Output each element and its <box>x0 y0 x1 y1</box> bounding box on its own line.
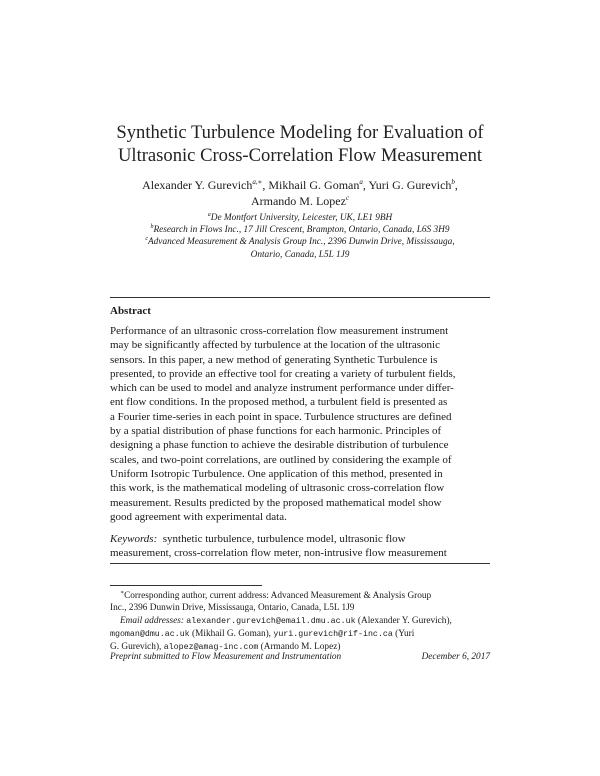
affiliation <box>90 224 510 236</box>
affil-text: Research in Flows Inc., 17 Jill Crescent, Brampton, Ontario, Canada, L6S 3H9 <box>153 225 450 236</box>
abstract-line: a Fourier time-series in each point in space. Turbulence structures are defined <box>110 410 452 423</box>
author-name: Alexander Y. Gurevich <box>142 178 253 192</box>
paper-title <box>60 121 540 167</box>
affiliation-cont: Ontario, Canada, L5L 1J9 <box>250 249 350 260</box>
footnotes <box>110 590 490 654</box>
affil-text: Advanced Measurement & Analysis Group Inc., 2396 Dunwin Drive, Mississauga, <box>147 237 455 248</box>
email-owner: (Yuri <box>395 628 415 639</box>
author-sep: , <box>362 178 369 192</box>
footnote-rule <box>110 585 262 586</box>
title-line: Synthetic Turbulence Modeling for Evaluation of <box>116 122 484 143</box>
abstract-body <box>110 324 490 524</box>
email-owner: (Mikhail G. Goman), <box>192 628 272 639</box>
affiliation <box>90 212 510 224</box>
affil-text: De Montfort University, Leicester, UK, LE1 9BH <box>210 213 393 223</box>
abstract-line: ent flow conditions. In the proposed method, a turbulent field is presented as <box>110 396 448 409</box>
preprint-date: December 6, 2017 <box>421 652 490 662</box>
author-name: Mikhail G. Goman <box>268 178 360 192</box>
author-affil-mark: a <box>359 178 363 186</box>
author-sep: , <box>262 178 269 192</box>
email-label: Email addresses: <box>120 615 184 626</box>
abstract-line: measurement. Results predicted by the proposed mathematical model show <box>110 496 442 509</box>
author-sep: , <box>454 178 458 192</box>
abstract-line: good agreement with experimental data. <box>110 510 287 523</box>
author-list <box>60 178 540 209</box>
email-link[interactable]: alexander.gurevich@email.dmu.ac.uk <box>186 616 356 626</box>
preprint-note: Preprint submitted to Flow Measurement and Instrumentation <box>110 652 342 662</box>
affil-mark: b <box>150 224 154 231</box>
keywords <box>110 532 490 561</box>
author-affil-mark: a,∗ <box>252 178 263 186</box>
author-name: Armando M. Lopez <box>250 193 346 208</box>
abstract-line: may be significantly affected by turbulence at the location of the ultrasonic <box>110 339 440 352</box>
abstract-line: which can be used to model and analyze instrument performance under differ- <box>110 382 454 395</box>
email-link[interactable]: mgoman@dmu.ac.uk <box>110 629 190 639</box>
keywords-text-cont: measurement, cross-correlation flow meter, non-intrusive flow measurement <box>110 547 447 560</box>
affiliation <box>90 236 510 248</box>
page-footer <box>110 652 490 662</box>
email-link[interactable]: alopez@amag-inc.com <box>163 643 259 653</box>
abstract-line: sensors. In this paper, a new method of generating Synthetic Turbulence is <box>110 353 438 366</box>
keywords-label: Keywords: <box>110 533 158 545</box>
abstract-line: by a spatial distribution of phase functions for each harmonic. Principles of <box>110 425 442 438</box>
abstract-bottom-rule <box>110 563 490 564</box>
abstract-top-rule <box>110 297 490 298</box>
abstract-line: scales, and two-point correlations, are outlined by considering the example of <box>110 453 452 466</box>
email-owner: G. Gurevich), <box>110 642 162 653</box>
email-owner: (Alexander Y. Gurevich), <box>357 615 452 626</box>
affil-mark: c <box>145 236 148 243</box>
corresponding-note-cont: Inc., 2396 Dunwin Drive, Mississauga, Ontario, Canada, L5L 1J9 <box>110 603 355 614</box>
corresponding-note: Corresponding author, current address: Advanced Measurement & Analysis Group <box>124 591 432 601</box>
corresponding-mark: ∗ <box>120 590 125 596</box>
author-affil-mark: b <box>451 178 455 186</box>
affil-mark: a <box>207 212 211 218</box>
abstract-line: presented, to provide an effective tool for creating a variety of turbulent fields, <box>110 367 456 380</box>
author-affil-mark: c <box>345 193 350 202</box>
abstract-line: Uniform Isotropic Turbulence. One application of this method, presented in <box>110 467 443 480</box>
keywords-text: synthetic turbulence, turbulence model, ultrasonic flow <box>162 533 406 545</box>
affiliation-list <box>90 212 510 261</box>
abstract-line: this work, is the mathematical modeling of ultrasonic cross-correlation flow <box>110 482 445 495</box>
abstract-line: designing a phase function to achieve the desirable distribution of turbulence <box>110 439 449 452</box>
abstract-line: Performance of an ultrasonic cross-correlation flow measurement instrument <box>110 325 449 337</box>
title-line: Ultrasonic Cross-Correlation Flow Measurement <box>117 145 483 166</box>
email-owner: (Armando M. Lopez) <box>260 642 341 653</box>
email-link[interactable]: yuri.gurevich@rif-inc.ca <box>273 629 393 639</box>
abstract-heading: Abstract <box>110 305 151 317</box>
author-name: Yuri G. Gurevich <box>368 178 452 192</box>
